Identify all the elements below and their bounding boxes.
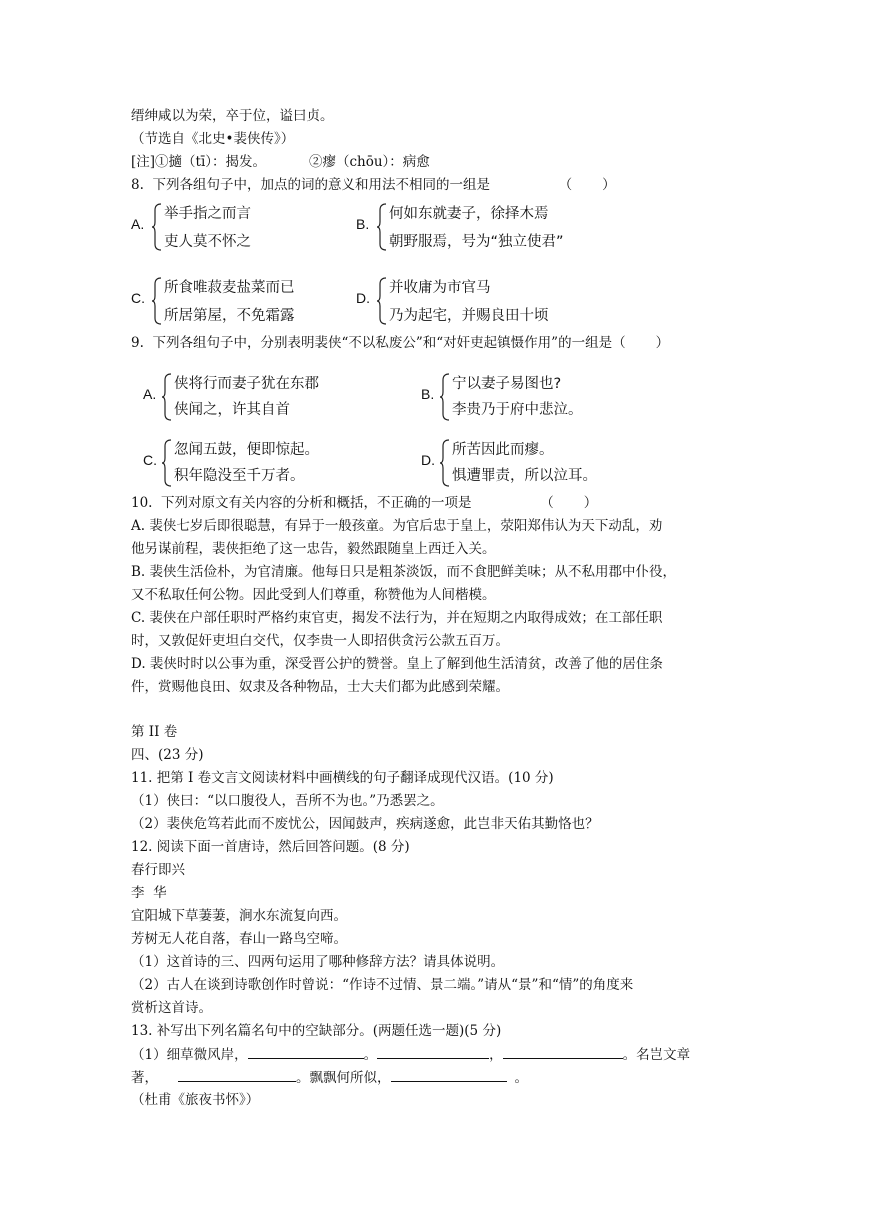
brace-icon bbox=[376, 202, 388, 252]
option-sentence: 并收庸为市官马 bbox=[389, 280, 491, 296]
question-12-part-1: （1）这首诗的三、四两句运用了哪种修辞方法？请具体说明。 bbox=[131, 954, 505, 970]
choice-c-line: C. 裴侠在户部任职时严格约束官吏，揭发不法行为，并在短期之内取得成效；在工部任职 bbox=[131, 610, 663, 626]
question-12: 12. 阅读下面一首唐诗，然后回答问题。(8 分) bbox=[131, 839, 410, 855]
question-12-part-2: （2）古人在谈到诗歌创作时曾说：“作诗不过情、景二端。”请从“景”和“情”的角度来 bbox=[131, 977, 634, 993]
question-11: 11. 把第 I 卷文言文阅读材料中画横线的句子翻译成现代汉语。(10 分) bbox=[131, 770, 554, 786]
volume-heading: 第 II 卷 bbox=[131, 724, 178, 740]
option-sentence: 侠闻之，许其自首 bbox=[174, 402, 290, 418]
option-sentence: 何如东就妻子，徐择木焉 bbox=[389, 206, 549, 222]
question-8: 8. 下列各组句子中，加点的词的意义和用法不相同的一组是 （ ） bbox=[131, 177, 616, 193]
poem-author: 李 华 bbox=[131, 885, 167, 901]
fill-blank-line bbox=[131, 1044, 690, 1065]
answer-blank[interactable] bbox=[391, 1067, 507, 1082]
brace-icon bbox=[161, 438, 173, 488]
question-13: 13. 补写出下列名篇名句中的空缺部分。(两题任选一题)(5 分) bbox=[131, 1023, 502, 1039]
option-sentence: 举手指之而言 bbox=[164, 206, 251, 222]
option-letter: D. bbox=[421, 452, 435, 468]
fill-text: （1）细草微风岸， bbox=[131, 1047, 248, 1063]
poem-line: 宜阳城下草萋萋，涧水东流复向西。 bbox=[131, 908, 347, 924]
option-letter: A. bbox=[131, 216, 145, 232]
brace-icon bbox=[161, 372, 173, 422]
brace-icon bbox=[439, 438, 451, 488]
option-letter: D. bbox=[356, 290, 370, 306]
fill-text: 。 bbox=[363, 1047, 378, 1063]
poem-line: 芳树无人花自落，春山一路鸟空啼。 bbox=[131, 931, 347, 947]
option-sentence: 侠将行而妻子犹在东郡 bbox=[174, 376, 319, 392]
source-note: （节选自《北史•裴侠传》） bbox=[131, 131, 295, 147]
option-letter: A. bbox=[143, 386, 157, 402]
text-line: 缙绅咸以为荣，卒于位，谥曰贞。 bbox=[131, 108, 334, 124]
choice-b-line: B. 裴侠生活俭朴，为官清廉。他每日只是粗茶淡饭，而不食肥鲜美味；从不私用郡中仆役， bbox=[131, 564, 677, 580]
brace-icon bbox=[151, 202, 163, 252]
option-sentence: 乃为起宅，并赐良田十顷 bbox=[389, 308, 549, 324]
option-sentence: 惧遭罪责，所以泣耳。 bbox=[452, 468, 597, 484]
fill-text: ， bbox=[489, 1047, 503, 1063]
option-letter: C. bbox=[143, 452, 157, 468]
option-sentence: 所食唯菽麦盐菜而已 bbox=[164, 280, 295, 296]
answer-blank[interactable] bbox=[248, 1044, 364, 1059]
option-sentence: 所居第屋，不免霜露 bbox=[164, 308, 295, 324]
option-sentence: 忽闻五鼓，便即惊起。 bbox=[174, 442, 319, 458]
question-10: 10. 下列对原文有关内容的分析和概括，不正确的一项是 （ ） bbox=[131, 495, 598, 511]
poem-title: 春行即兴 bbox=[131, 862, 185, 878]
choice-a-line: A. 裴侠七岁后即很聪慧，有异于一般孩童。为官后忠于皇上，荥阳郑伟认为天下动乱，劝 bbox=[131, 518, 663, 534]
fill-text: 著， bbox=[131, 1070, 158, 1086]
choice-b-line: 又不私取任何公物。因此受到人们尊重，称赞他为人间楷模。 bbox=[131, 587, 496, 603]
option-letter: B. bbox=[356, 216, 370, 232]
brace-icon bbox=[151, 276, 163, 326]
choice-a-line: 他另谋前程，裴侠拒绝了这一忠告，毅然跟随皇上西迁入关。 bbox=[131, 541, 496, 557]
option-sentence: 宁以妻子易图也? bbox=[452, 376, 562, 392]
option-sentence: 朝野服焉，号为“独立使君” bbox=[389, 234, 564, 250]
answer-blank[interactable] bbox=[377, 1044, 489, 1059]
answer-blank[interactable] bbox=[503, 1044, 623, 1059]
choice-d-line: D. 裴侠时时以公事为重，深受晋公护的赞誉。皇上了解到他生活清贫，改善了他的居住条 bbox=[131, 656, 663, 672]
annotation-note: [注]①擿（tī）：揭发。 ②瘳（chōu）：病愈 bbox=[131, 154, 430, 170]
brace-icon bbox=[439, 372, 451, 422]
brace-icon bbox=[376, 276, 388, 326]
question-11-part-1: （1）侠曰：“以口腹役人，吾所不为也。”乃悉罢之。 bbox=[131, 793, 444, 809]
choice-d-line: 件，赏赐他良田、奴隶及各种物品，士大夫们都为此感到荣耀。 bbox=[131, 679, 509, 695]
fill-text: 。名岂文章 bbox=[622, 1047, 691, 1063]
option-sentence: 李贵乃于府中悲泣。 bbox=[452, 402, 583, 418]
option-sentence: 积年隐没至千万者。 bbox=[174, 468, 305, 484]
choice-c-line: 时，又敦促奸吏坦白交代，仅李贵一人即招供贪污公款五百万。 bbox=[131, 633, 509, 649]
option-sentence: 吏人莫不怀之 bbox=[164, 234, 251, 250]
question-9: 9. 下列各组句子中，分别表明裴侠“不以私废公”和“对奸吏起镇慑作用”的一组是（ ） bbox=[131, 335, 670, 351]
fill-blank-line bbox=[131, 1067, 528, 1088]
section-heading: 四、(23 分) bbox=[131, 747, 204, 763]
fill-text: 。飘飘何所似， bbox=[296, 1070, 391, 1086]
question-11-part-2: （2）裴侠危笃若此而不废忧公，因闻鼓声，疾病遂愈，此岂非天佑其勤恪也？ bbox=[131, 816, 599, 832]
option-sentence: 所苦因此而瘳。 bbox=[452, 442, 554, 458]
fill-text: 。 bbox=[514, 1070, 528, 1086]
answer-blank[interactable] bbox=[178, 1067, 296, 1082]
question-12-part-2: 赏析这首诗。 bbox=[131, 1000, 212, 1016]
option-letter: C. bbox=[131, 290, 145, 306]
option-letter: B. bbox=[421, 386, 435, 402]
source-note: （杜甫《旅夜书怀》） bbox=[131, 1092, 260, 1108]
